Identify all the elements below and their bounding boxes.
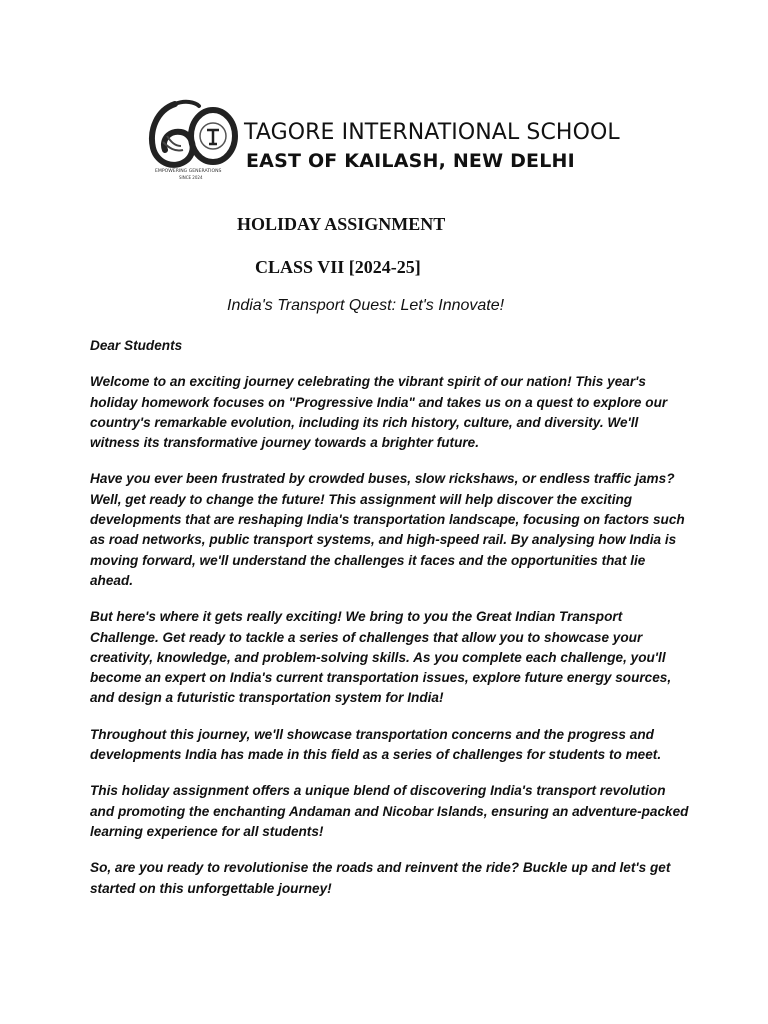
letter-body	[90, 336, 690, 915]
logo-tagline: EMPOWERING GENERATIONS	[155, 169, 222, 174]
school-anniversary-logo-icon	[145, 96, 241, 182]
paragraph: Throughout this journey, we'll showcase transportation concerns and the progress and developments India has made in this field as a series of challenges for students to meet.	[90, 726, 662, 763]
school-location: EAST OF KAILASH, NEW DELHI	[246, 150, 575, 172]
paragraph: This holiday assignment offers a unique blend of discovering India's transport revolution and promoting the enchanting Andaman and Nicobar Islands, ensuring an adventure-packed learning experience for all students!	[90, 783, 689, 839]
paragraph: So, are you ready to revolutionise the roads and reinvent the ride? Buckle up and let's get started on this unforgettable journey!	[90, 860, 671, 896]
school-name: TAGORE INTERNATIONAL SCHOOL	[244, 120, 620, 145]
document-title: HOLIDAY ASSIGNMENT	[237, 214, 446, 234]
letterhead	[145, 96, 620, 182]
paragraph: But here's where it gets really exciting! We bring to you the Great Indian Transport Challenge. Get ready to tackle a series of challenges that allow you to showcase your creativity, knowledge, and problem-solving skills. As you complete each challenge, you'll become an expert on India's current transportation issues, explore future energy sources, and design a futuristic transportation system for India!	[90, 609, 672, 706]
logo-since: SINCE 2024	[179, 175, 203, 180]
paragraph: Welcome to an exciting journey celebrating the vibrant spirit of our nation! This year's holiday homework focuses on "Progressive India" and takes us on a quest to explore our country's remarkable evolution, including its rich history, culture, and diversity. We'll witness its transformative journey towards a brighter future.	[90, 374, 668, 451]
document-subtitle: India's Transport Quest: Let's Innovate!	[227, 297, 505, 314]
paragraph: Have you ever been frustrated by crowded buses, slow rickshaws, or endless traffic jams? Well, get ready to change the future! This assignment will help discover the exciting developments that are reshaping India's transportation landscape, focusing on factors such as road networks, public transport systems, and high-speed rail. By analysing how India is moving forward, we'll understand the challenges it faces and the opportunities that lie ahead.	[90, 471, 685, 588]
class-heading: CLASS VII [2024-25]	[255, 257, 421, 277]
salutation: Dear Students	[90, 338, 183, 353]
